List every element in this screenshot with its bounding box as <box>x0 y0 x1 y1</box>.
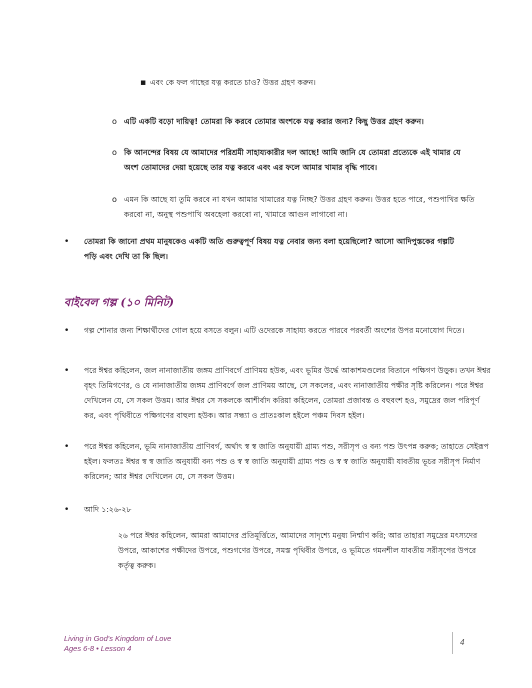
story-bullet-1-line-1: গল্প শোনার জন্য শিক্ষার্থীদের গোল হয়ে বসতে বলুন। এটি ওদেরকে সাহায্য করতে পারবে পরবর্তী অংশের উপর মনোযোগ দিতে। <box>84 326 465 335</box>
circle-bullet: o <box>112 195 117 204</box>
bullet-dot: • <box>64 237 70 247</box>
circle-bullet: o <box>112 148 117 157</box>
sub-item-1-line-1: এটি একটি বড়ো দায়িত্ব! তোমরা কি করবে তোমার অংশকে যত্ন করার জন্য? কিছু উত্তর গ্রহণ করুন। <box>124 117 424 126</box>
story-bullet-3-line-2: হইল। ফলতঃ ঈশ্বর স্ব স্ব জাতি অনুযায়ী বন্য পশু ও স্ব স্ব জাতি অনুযায়ী গ্রাম্য পশু ও স্ব স্ব জাতি অনুযায়ী যাবতীয় ভূচর সরীসৃপ নির্মাণ <box>84 457 481 466</box>
section-heading: বাইবেল গল্প (১০ মিনিট) <box>64 296 174 309</box>
verse-line-1: ২৬ পরে ঈশ্বর কহিলেন, আমরা আমাদের প্রতিমূর্ত্তিতে, আমাদের সাদৃশ্যে মনুষ্য নির্ম্মাণ করি; আর তাহারা সমুদ্রের মৎস্যদের <box>118 531 478 540</box>
story-bullet-2-line-4: কর, এবং পৃথিবীতে পক্ষিগণের বাহুল্য হউক। আর সন্ধ্যা ও প্রাতঃকাল হইলে পঞ্চম দিবস হইল। <box>84 411 365 420</box>
verse-line-3: কর্তৃত্ব করুক। <box>118 561 156 570</box>
bullet-dot: • <box>64 442 70 452</box>
footer-title: Living in God's Kingdom of Love <box>64 634 172 643</box>
story-bullet-2-line-2: বৃহৎ তিমিগণের, ও যে নানাজাতীয় জঙ্গম প্রাণিবর্গে জল প্রাণিময় আছে, সে সকলের, এবং নানাজাতীয় পক্ষীর সৃষ্টি করিলেন। পরে ঈশ্বর <box>84 381 484 390</box>
story-bullet-2-line-3: দেখিলেন যে, সে সকল উত্তম। আর ঈশ্বর সে সকলকে আশীর্বাদ করিয়া কহিলেন, তোমরা প্রজাবন্ত ও বহুবংশ হও, সমুদ্রের জল পরিপূর্ণ <box>84 396 480 405</box>
bullet-dot: • <box>64 505 70 515</box>
story-bullet-2-line-1: পরে ঈশ্বর কহিলেন, জল নানাজাতীয় জঙ্গম প্রাণিবর্গে প্রাণিময় হউক, এবং ভূমির উর্দ্ধে আকাশমণ্ডলের বিতানে পক্ষিগণ উড়ুক। তখন ঈশ্বর <box>84 366 491 375</box>
sub-item-2-line-2: অংশ তোমাদের দেয়া হয়েছে তার যত্ন করবে এবং এর ফলে আমার খামার বৃদ্ধি পাবে। <box>124 163 378 172</box>
bullet-dot: • <box>64 326 70 336</box>
story-bullet-3-line-1: পরে ঈশ্বর কহিলেন, ভূমি নানাজাতীয় প্রাণিবর্গ, অর্থাৎ স্ব স্ব জাতি অনুযায়ী গ্রাম্য পশু, সরীসৃপ ও বন্য পশু উৎপন্ন করুক; তাহাতে সেইরূপ <box>84 442 489 451</box>
scripture-reference: আদি ১:২৬-২৮ <box>84 505 132 514</box>
sub-item-3-line-2: করবো না, অনুস্থ পশুপাখি অবহেলা করবো না, খামারে আগুন লাগাবো না। <box>124 210 348 219</box>
top-bullet-text: এবং কে ফল গাছের যত্ন করতে চাও? উত্তর গ্রহণ করুন। <box>150 78 316 87</box>
bullet-dot: ▪ <box>140 78 147 88</box>
footer-divider <box>452 632 453 654</box>
main-bullet-line-2: পড়ি এবং দেখি তা কি ছিল। <box>84 252 169 261</box>
verse-line-2: উপরে, আকাশের পক্ষীদের উপরে, পশুগণের উপরে, সমস্ত পৃথিবীর উপরে, ও ভূমিতে গমনশীল যাবতীয় সরীসৃপের উপরে <box>118 546 477 555</box>
circle-bullet: o <box>112 117 117 126</box>
story-bullet-3-line-3: করিলেন; আর ঈশ্বর দেখিলেন যে, সে সকল উত্তম। <box>84 472 235 481</box>
page-number: 4 <box>460 638 465 647</box>
sub-item-2-line-1: কি আনন্দের বিষয় যে আমাদের পরিশ্রমী সাহায্যকারীর দল আছে! আমি জানি যে তোমরা প্রত্যেকে এই খামার যে <box>124 148 461 157</box>
bullet-dot: • <box>64 366 70 376</box>
main-bullet-line-1: তোমরা কি জানো প্রথম মানুষকেও একটি অতি গুরুত্বপূর্ণ বিষয় যত্ন নেবার জন্য বলা হয়েছিলো? আসো আদিপুস্তকের গল্পটি <box>84 237 455 246</box>
footer-subtitle: Ages 6-8 • Lesson 4 <box>64 644 132 653</box>
sub-item-3-line-1: এমন কি আছে যা তুমি করবে না যখন আমার খামারের যত্ন নিচ্ছ? উত্তর গ্রহণ করুন। উত্তর হতে পারে, পশুপাখির ক্ষতি <box>124 195 475 204</box>
